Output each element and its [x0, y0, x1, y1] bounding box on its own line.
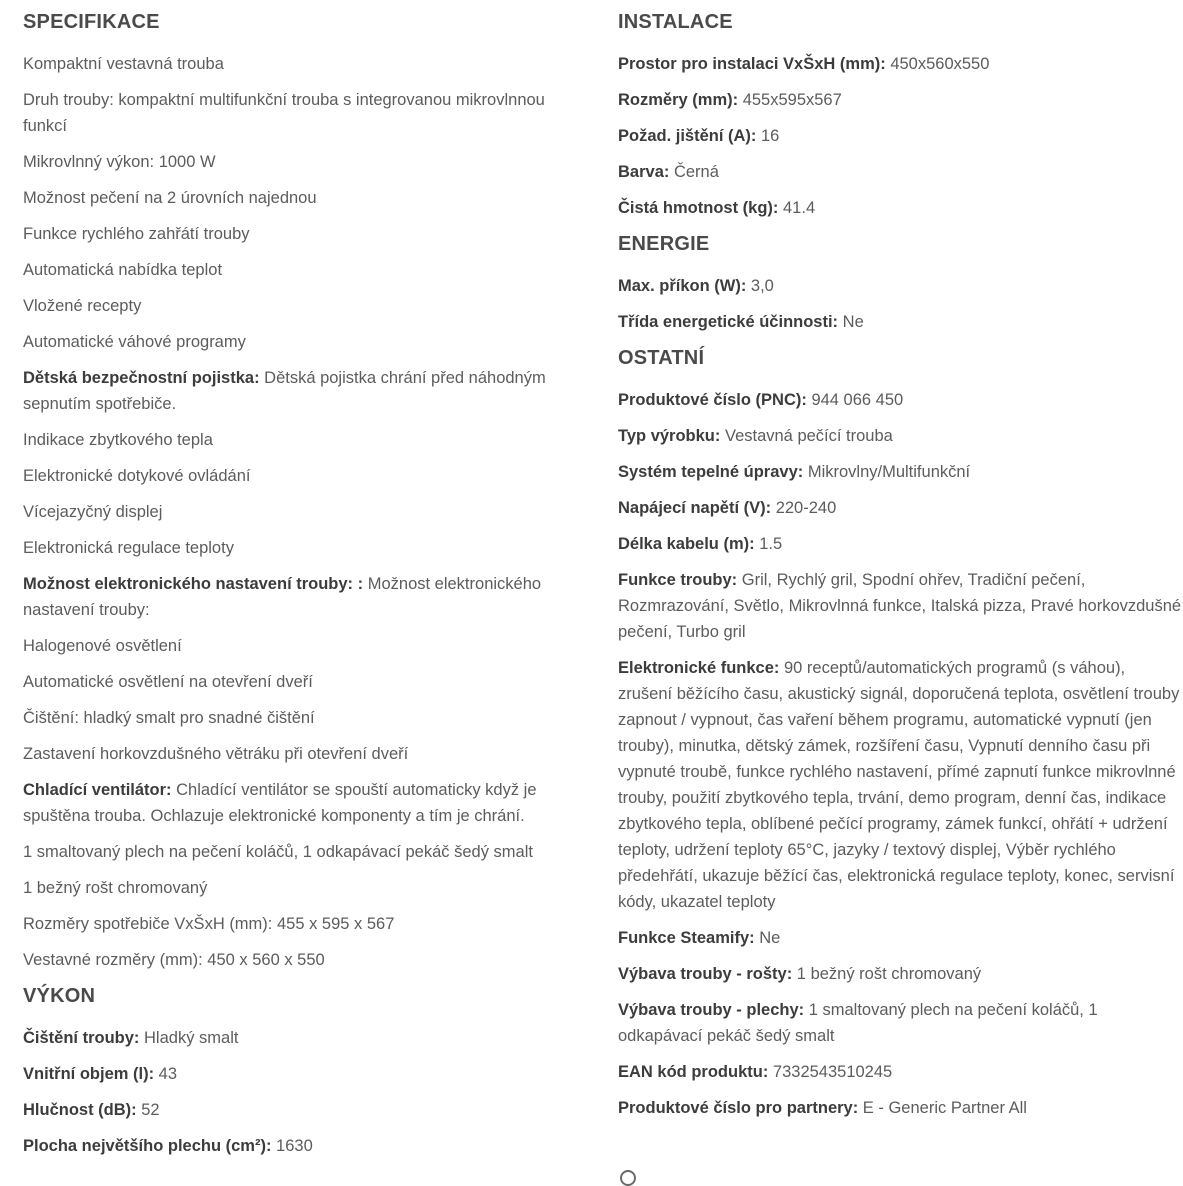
spec-item-value: 90 receptů/automatických programů (s váhou), zrušení běžícího času, akustický signál, doporučená teplota, osvětlení trouby zapnout / vypnout, čas vaření během programu, automatické vypnutí (jen trouby), minutka, dětský zámek, rozšíření času, Vypnutí denního času při vypnuté troubě, funkce rychlého nastavení, přímé zapnutí funkce mikrovlnné trouby, použití zbytkového tepla, trvání, demo program, denní čas, indikace zbytkového tepla, oblíbené pečící programy, zámek funkcí, ohřátí + udržení teploty, udržení teploty 65°C, jazyky / textový displej, Výběr rychlého předehřátí, ukazuje běžící čas, elektronická regulace teploty, konec, servisní kódy, ukazatel teploty: [618, 659, 1180, 911]
section-title-ostatni: OSTATNÍ: [618, 347, 705, 369]
spec-item-value: 41.4: [778, 199, 816, 217]
spec-item-key: Třída energetické účinnosti:: [618, 313, 839, 331]
spec-item-key: Prostor pro instalaci VxŠxH (mm):: [618, 55, 886, 73]
spec-item: [23, 875, 588, 901]
spec-item-value: Elektronická regulace teploty: [23, 539, 234, 557]
spec-item-key: Produktové číslo pro partnery:: [618, 1099, 859, 1117]
spec-item: [23, 257, 588, 283]
spec-item-value: Vložené recepty: [23, 297, 142, 315]
spec-item: [23, 463, 588, 489]
spec-item-value: 1 bežný rošt chromovaný: [23, 879, 208, 897]
spec-item-value: Možnost elektronického nastavení trouby:: [23, 575, 542, 619]
spec-item: [618, 1059, 1183, 1085]
spec-item-value: Automatické váhové programy: [23, 333, 246, 351]
spec-item: [23, 149, 588, 175]
spec-item-key: Vnitřní objem (l):: [23, 1065, 155, 1083]
spec-item-key: Čistá hmotnost (kg):: [618, 199, 779, 217]
spec-item-key: Požad. jištění (A):: [618, 127, 757, 145]
spec-item: [618, 925, 1183, 951]
spec-item: [618, 87, 1183, 113]
spec-item: [23, 571, 588, 623]
spec-item: [23, 947, 588, 973]
section-title-energie: ENERGIE: [618, 233, 710, 255]
section-title-specifikace: SPECIFIKACE: [23, 11, 160, 33]
section-title-vykon: VÝKON: [23, 985, 96, 1007]
spec-item: [618, 195, 1183, 221]
section-title-instalace: INSTALACE: [618, 11, 733, 33]
left-column: [23, 0, 588, 1169]
spec-item-value: Ne: [754, 929, 781, 947]
spec-item-value: Automatické osvětlení na otevření dveří: [23, 673, 313, 691]
spec-item: [23, 365, 588, 417]
specifikace-list: [23, 51, 588, 973]
spec-item: [23, 1025, 588, 1051]
spec-item-key: Systém tepelné úpravy:: [618, 463, 804, 481]
spec-item: [618, 655, 1183, 915]
spec-item-key: Výbava trouby - plechy:: [618, 1001, 805, 1019]
spec-item: [23, 185, 588, 211]
spec-item: [618, 387, 1183, 413]
spec-item-value: Vícejazyčný displej: [23, 503, 163, 521]
spec-item-key: Produktové číslo (PNC):: [618, 391, 807, 409]
spec-item: [618, 309, 1183, 335]
spec-item-key: Barva:: [618, 163, 670, 181]
spec-item: [23, 1097, 588, 1123]
spec-item-value: Chladící ventilátor se spouští automaticky když je spuštěna trouba. Ochlazuje elektronické komponenty a tím je chrání.: [23, 781, 537, 825]
spec-item-value: 1630: [271, 1137, 313, 1155]
spec-item-value: Halogenové osvětlení: [23, 637, 182, 655]
spec-item-value: Rozměry spotřebiče VxŠxH (mm): 455 x 595 x 567: [23, 915, 395, 933]
spec-item-value: 3,0: [746, 277, 774, 295]
spec-item-key: EAN kód produktu:: [618, 1063, 769, 1081]
spec-item-key: Čištění trouby:: [23, 1029, 140, 1047]
spec-item-key: Plocha největšího plechu (cm²):: [23, 1137, 272, 1155]
spec-item-value: 944 066 450: [806, 391, 904, 409]
spec-item-value: 7332543510245: [768, 1063, 893, 1081]
spec-item: [618, 123, 1183, 149]
spec-item: [23, 221, 588, 247]
spec-item: [23, 329, 588, 355]
spec-item-value: Druh trouby: kompaktní multifunkční trouba s integrovanou mikrovlnnou funkcí: [23, 91, 545, 135]
spec-item: [618, 273, 1183, 299]
spec-item-key: Rozměry (mm):: [618, 91, 739, 109]
spec-item: [618, 423, 1183, 449]
spec-item: [23, 51, 588, 77]
spec-item: [23, 911, 588, 937]
spec-item-value: Mikrovlny/Multifunkční: [803, 463, 971, 481]
spec-item: [618, 531, 1183, 557]
spec-item-key: Elektronické funkce:: [618, 659, 780, 677]
right-column: [618, 0, 1183, 1131]
spec-item-value: 43: [154, 1065, 178, 1083]
instalace-list: [618, 51, 1183, 221]
spec-item-value: 1.5: [754, 535, 783, 553]
spec-item: [23, 535, 588, 561]
spec-item: [23, 777, 588, 829]
spec-item: [23, 741, 588, 767]
spec-item: [618, 1095, 1183, 1121]
spec-item-key: Dětská bezpečnostní pojistka:: [23, 369, 260, 387]
spec-item-value: Gril, Rychlý gril, Spodní ohřev, Tradiční pečení, Rozmrazování, Světlo, Mikrovlnná funkce, Italská pizza, Pravé horkovzdušné pečení, Turbo gril: [618, 571, 1182, 641]
partial-circle-icon: [620, 1170, 636, 1186]
spec-item: [618, 567, 1183, 645]
spec-item-key: Hlučnost (dB):: [23, 1101, 137, 1119]
spec-item-key: Funkce Steamify:: [618, 929, 755, 947]
spec-item: [23, 1061, 588, 1087]
spec-item-key: Možnost elektronického nastavení trouby: :: [23, 575, 364, 593]
spec-item: [618, 459, 1183, 485]
spec-item-value: 52: [136, 1101, 160, 1119]
spec-item: [23, 705, 588, 731]
spec-item-value: 455x595x567: [738, 91, 842, 109]
spec-item: [23, 1133, 588, 1159]
spec-item-value: Mikrovlnný výkon: 1000 W: [23, 153, 216, 171]
spec-item-key: Chladící ventilátor:: [23, 781, 172, 799]
spec-item-value: 450x560x550: [885, 55, 990, 73]
spec-item-value: Možnost pečení na 2 úrovních najednou: [23, 189, 317, 207]
spec-item: [23, 499, 588, 525]
spec-item-value: Zastavení horkovzdušného větráku při otevření dveří: [23, 745, 409, 763]
spec-item: [23, 427, 588, 453]
spec-item-value: Ne: [838, 313, 864, 331]
spec-item: [618, 51, 1183, 77]
spec-item-value: Funkce rychlého zahřátí trouby: [23, 225, 250, 243]
spec-item: [618, 997, 1183, 1049]
spec-item-key: Typ výrobku:: [618, 427, 721, 445]
spec-item-value: Černá: [669, 163, 719, 181]
energie-list: [618, 273, 1183, 335]
spec-item-value: Automatická nabídka teplot: [23, 261, 223, 279]
spec-item-key: Max. příkon (W):: [618, 277, 747, 295]
spec-item: [618, 159, 1183, 185]
spec-item-value: 220-240: [771, 499, 837, 517]
spec-item: [23, 669, 588, 695]
spec-item-key: Výbava trouby - rošty:: [618, 965, 793, 983]
spec-item: [618, 495, 1183, 521]
spec-item-value: Čištění: hladký smalt pro snadné čištění: [23, 709, 315, 727]
ostatni-list: [618, 387, 1183, 1121]
spec-item-key: Napájecí napětí (V):: [618, 499, 772, 517]
spec-item: [23, 839, 588, 865]
spec-item-value: Indikace zbytkového tepla: [23, 431, 213, 449]
spec-item: [23, 633, 588, 659]
spec-item-value: 1 smaltovaný plech na pečení koláčů, 1 odkapávací pekáč šedý smalt: [618, 1001, 1098, 1045]
spec-item-value: 1 smaltovaný plech na pečení koláčů, 1 odkapávací pekáč šedý smalt: [23, 843, 533, 861]
spec-item-value: Hladký smalt: [139, 1029, 239, 1047]
spec-item: [618, 961, 1183, 987]
spec-item: [23, 293, 588, 319]
spec-item-value: Dětská pojistka chrání před náhodným sepnutím spotřebiče.: [23, 369, 546, 413]
spec-item: [23, 87, 588, 139]
vykon-list: [23, 1025, 588, 1159]
spec-item-key: Funkce trouby:: [618, 571, 738, 589]
spec-item-value: E - Generic Partner All: [858, 1099, 1027, 1117]
spec-item-value: Elektronické dotykové ovládání: [23, 467, 251, 485]
spec-item-value: Vestavná pečící trouba: [720, 427, 893, 445]
spec-item-value: 16: [756, 127, 780, 145]
spec-item-value: Vestavné rozměry (mm): 450 x 560 x 550: [23, 951, 325, 969]
spec-item-key: Délka kabelu (m):: [618, 535, 755, 553]
spec-item-value: Kompaktní vestavná trouba: [23, 55, 224, 73]
spec-item-value: 1 bežný rošt chromovaný: [792, 965, 982, 983]
